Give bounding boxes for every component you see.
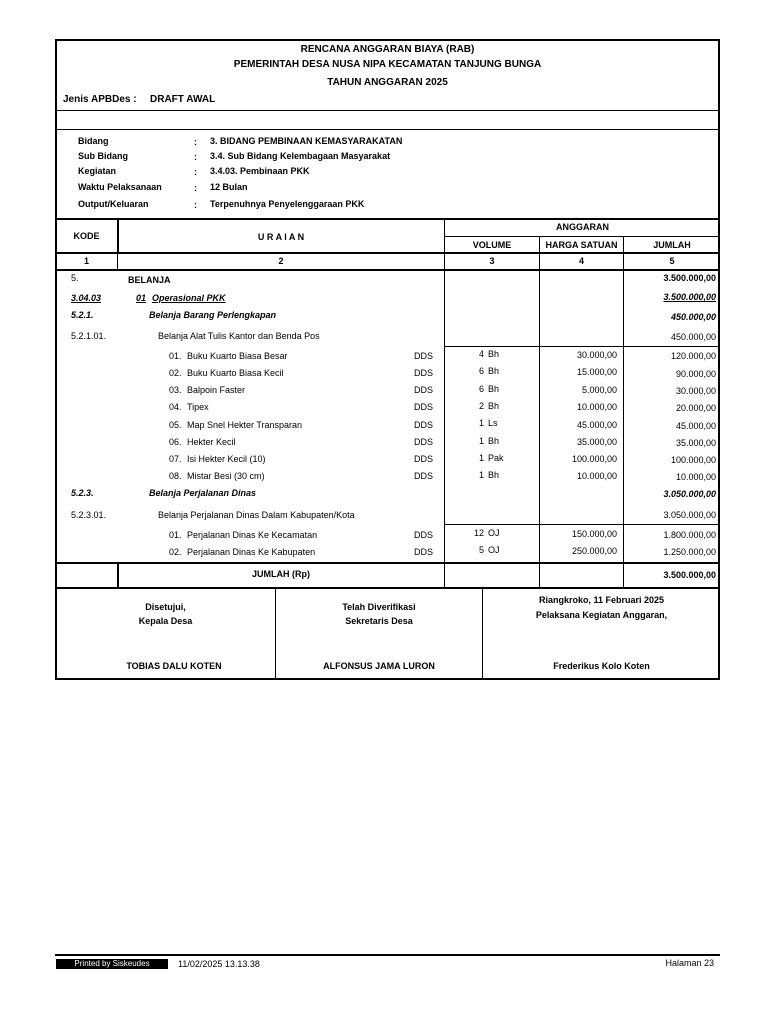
row-uraian: Belanja Barang Perlengkapan: [149, 310, 277, 320]
item-qty: 1: [478, 470, 484, 480]
info-colon: :: [194, 200, 197, 210]
item-unit: Bh: [488, 470, 500, 480]
row-uraian: Belanja Perjalanan Dinas: [149, 488, 257, 498]
row-number: 01: [136, 293, 147, 303]
executor-name: Frederikus Kolo Koten: [553, 661, 650, 671]
item-price: 5.000,00: [581, 385, 617, 395]
item-name: Perjalanan Dinas Ke Kecamatan: [187, 530, 318, 540]
col-kode: KODE: [73, 231, 100, 241]
item-number: 05.: [169, 420, 182, 430]
item-price: 10.000,00: [576, 471, 617, 481]
item-qty: 6: [478, 366, 484, 376]
row-jumlah: 3.050.000,00: [663, 510, 716, 520]
item-unit: Bh: [488, 436, 500, 446]
info-label: Sub Bidang: [78, 151, 128, 161]
divider: [444, 563, 445, 588]
item-source: DDS: [414, 437, 434, 447]
info-colon: :: [194, 152, 197, 162]
divider: [55, 252, 720, 254]
item-total: 1.800.000,00: [663, 530, 716, 540]
info-label: Kegiatan: [78, 166, 117, 176]
item-unit: Ls: [488, 418, 498, 428]
item-total: 45.000,00: [675, 421, 716, 431]
col-volume: VOLUME: [472, 240, 512, 250]
info-label: Output/Keluaran: [78, 199, 149, 209]
divider: [55, 562, 720, 564]
item-price: 250.000,00: [571, 546, 617, 556]
item-qty: 1: [478, 453, 484, 463]
document-subtitle: PEMERINTAH DESA NUSA NIPA KECAMATAN TANJUNG BUNGA: [233, 59, 542, 70]
item-source: DDS: [414, 402, 434, 412]
col-number: 3: [489, 256, 495, 266]
item-number: 04.: [169, 402, 182, 412]
item-total: 90.000,00: [675, 369, 716, 379]
item-number: 08.: [169, 471, 182, 481]
row-kode: 5.2.1.: [71, 310, 94, 320]
item-unit: Bh: [488, 366, 500, 376]
item-unit: OJ: [488, 545, 500, 555]
approval-label: Disetujui,: [145, 602, 186, 612]
item-total: 120.000,00: [670, 351, 716, 361]
printed-by-badge: Printed by Siskeudes: [56, 959, 168, 969]
item-price: 100.000,00: [571, 454, 617, 464]
verification-label: Telah Diverifikasi: [342, 602, 416, 612]
item-name: Map Snel Hekter Transparan: [187, 420, 303, 430]
document-title: RENCANA ANGGARAN BIAYA (RAB): [300, 44, 475, 55]
item-qty: 5: [478, 545, 484, 555]
item-qty: 12: [473, 528, 484, 538]
info-colon: :: [194, 167, 197, 177]
item-unit: Bh: [488, 349, 500, 359]
item-total: 20.000,00: [675, 403, 716, 413]
item-price: 35.000,00: [576, 437, 617, 447]
item-total: 1.250.000,00: [663, 547, 716, 557]
divider: [55, 587, 720, 589]
item-qty: 1: [478, 436, 484, 446]
item-total: 10.000,00: [675, 472, 716, 482]
item-price: 45.000,00: [576, 420, 617, 430]
item-total: 35.000,00: [675, 438, 716, 448]
col-uraian: U R A I A N: [257, 232, 305, 242]
divider: [444, 346, 720, 347]
item-number: 03.: [169, 385, 182, 395]
approver-title: Kepala Desa: [138, 616, 193, 626]
info-value: 3.4. Sub Bidang Kelembagaan Masyarakat: [210, 151, 391, 161]
item-source: DDS: [414, 351, 434, 361]
item-unit: OJ: [488, 528, 500, 538]
item-qty: 2: [478, 401, 484, 411]
item-name: Balpoin Faster: [187, 385, 246, 395]
item-total: 30.000,00: [675, 386, 716, 396]
item-number: 01.: [169, 351, 182, 361]
info-colon: :: [194, 183, 197, 193]
item-source: DDS: [414, 454, 434, 464]
total-label: JUMLAH (Rp): [252, 569, 310, 579]
info-label: Waktu Pelaksanaan: [78, 182, 162, 192]
item-price: 15.000,00: [576, 367, 617, 377]
row-uraian: Belanja Perjalanan Dinas Dalam Kabupaten/Kota: [158, 510, 355, 520]
info-value: Terpenuhnya Penyelenggaraan PKK: [210, 199, 365, 209]
col-number: 1: [83, 256, 89, 266]
item-qty: 6: [478, 384, 484, 394]
item-number: 07.: [169, 454, 182, 464]
item-price: 30.000,00: [576, 350, 617, 360]
footer-divider: [55, 954, 720, 956]
item-source: DDS: [414, 471, 434, 481]
item-price: 150.000,00: [571, 529, 617, 539]
item-name: Hekter Kecil: [187, 437, 236, 447]
item-name: Tipex: [187, 402, 209, 412]
row-jumlah: 3.050.000,00: [663, 489, 716, 499]
info-label: Bidang: [78, 136, 109, 146]
col-harga-satuan: HARGA SATUAN: [545, 240, 618, 250]
item-number: 06.: [169, 437, 182, 447]
col-number: 5: [669, 256, 675, 266]
row-kode: 3.04.03: [71, 293, 102, 303]
divider: [539, 237, 540, 563]
info-value: 3.4.03. Pembinaan PKK: [210, 166, 310, 176]
item-source: DDS: [414, 530, 434, 540]
item-source: DDS: [414, 547, 434, 557]
row-kode: 5.2.1.01.: [71, 331, 107, 341]
col-number: 2: [278, 256, 284, 266]
item-name: Buku Kuarto Biasa Besar: [187, 351, 288, 361]
item-unit: Pak: [488, 453, 504, 463]
item-name: Mistar Besi (30 cm): [187, 471, 265, 481]
item-number: 02.: [169, 547, 182, 557]
row-kode: 5.2.3.01.: [71, 510, 107, 520]
divider: [444, 524, 720, 525]
col-number: 4: [578, 256, 584, 266]
budget-year: TAHUN ANGGARAN 2025: [327, 77, 448, 88]
item-total: 100.000,00: [670, 455, 716, 465]
info-value: 12 Bulan: [210, 182, 248, 192]
verifier-title: Sekretaris Desa: [345, 616, 413, 626]
executor-title: Pelaksana Kegiatan Anggaran,: [535, 610, 668, 620]
row-kode: 5.: [71, 273, 79, 283]
item-source: DDS: [414, 368, 434, 378]
item-unit: Bh: [488, 384, 500, 394]
item-qty: 4: [478, 349, 484, 359]
divider: [55, 129, 720, 130]
place-date: Riangkroko, 11 Februari 2025: [538, 595, 665, 605]
jenis-label: Jenis APBDes :: [63, 94, 137, 105]
divider: [539, 563, 540, 588]
row-jumlah: 3.500.000,00: [663, 273, 716, 283]
print-timestamp: 11/02/2025 13.13.38: [178, 959, 260, 969]
total-value: 3.500.000,00: [663, 570, 716, 580]
row-uraian: BELANJA: [128, 275, 171, 285]
item-number: 01.: [169, 530, 182, 540]
col-jumlah: JUMLAH: [653, 240, 691, 250]
row-jumlah: 450.000,00: [670, 332, 716, 342]
divider: [444, 236, 720, 237]
item-qty: 1: [478, 418, 484, 428]
item-name: Buku Kuarto Biasa Kecil: [187, 368, 284, 378]
verifier-name: ALFONSUS JAMA LURON: [323, 661, 435, 671]
item-source: DDS: [414, 420, 434, 430]
item-name: Isi Hekter Kecil (10): [187, 454, 266, 464]
row-uraian: Belanja Alat Tulis Kantor dan Benda Pos: [158, 331, 320, 341]
row-kode: 5.2.3.: [71, 488, 94, 498]
item-number: 02.: [169, 368, 182, 378]
page-number: Halaman 23: [665, 958, 714, 968]
item-price: 10.000,00: [576, 402, 617, 412]
divider: [55, 218, 720, 220]
jenis-value: DRAFT AWAL: [150, 94, 216, 105]
row-jumlah: 3.500.000,00: [663, 292, 716, 302]
divider: [55, 269, 720, 271]
item-unit: Bh: [488, 401, 500, 411]
col-anggaran: ANGGARAN: [556, 222, 609, 232]
row-uraian: Operasional PKK: [152, 293, 226, 303]
divider: [55, 110, 720, 111]
approver-name: TOBIAS DALU KOTEN: [126, 661, 222, 671]
info-value: 3. BIDANG PEMBINAAN KEMASYARAKATAN: [210, 136, 403, 146]
info-colon: :: [194, 137, 197, 147]
item-source: DDS: [414, 385, 434, 395]
row-jumlah: 450.000,00: [670, 312, 716, 322]
item-name: Perjalanan Dinas Ke Kabupaten: [187, 547, 316, 557]
